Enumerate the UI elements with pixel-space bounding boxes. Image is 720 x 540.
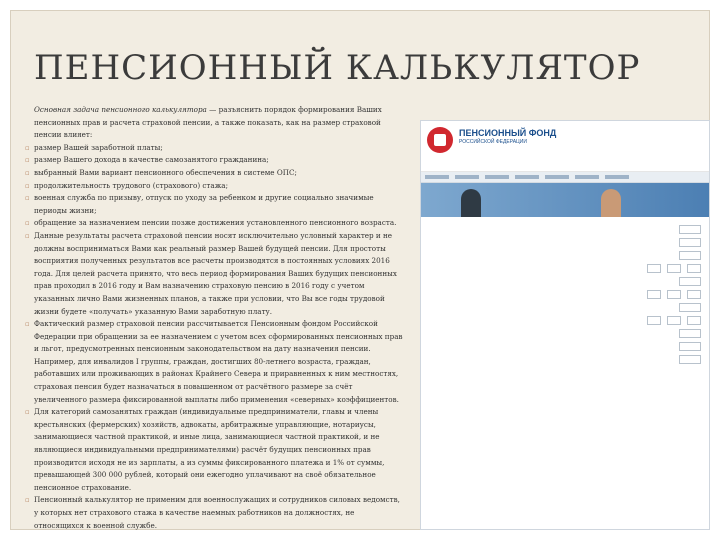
bullet-item: ▫ размер Вашего дохода в качестве самозанятого гражданина; (34, 154, 406, 167)
form-field[interactable] (687, 290, 701, 299)
form-field[interactable] (679, 277, 701, 286)
intro-lead: Основная задача пенсионного калькулятора (34, 105, 207, 114)
bullet-item: ▫ размер Вашей заработной платы; (34, 142, 406, 155)
form-field[interactable] (679, 355, 701, 364)
bullet-item: ▫ продолжительность трудового (страхового) стажа; (34, 180, 406, 193)
form-field[interactable] (679, 303, 701, 312)
form-field[interactable] (679, 329, 701, 338)
pfr-nav (421, 172, 709, 183)
form-field[interactable] (687, 316, 701, 325)
slide-title: ПЕНСИОННЫЙ КАЛЬКУЛЯТОР (34, 48, 641, 88)
form-field[interactable] (679, 251, 701, 260)
form-field[interactable] (667, 264, 681, 273)
pfr-title: ПЕНСИОННЫЙ ФОНД (459, 128, 557, 138)
form-field[interactable] (647, 290, 661, 299)
bullet-item: ▫ Для категорий самозанятых граждан (индивидуальные предприниматели, главы и члены крестьянских (фермерских) хозяйств, адвокаты, арбитражные управляющие, нотариусы, занимающиеся частной практикой, и иные лица, занимающиеся частной практикой, и не являющиеся индивидуальными предпринимателями) расчёт будущих пенсионных прав производится исходя не из зарплаты, а из суммы фиксированного платежа и 1% от суммы, превышающей 300 000 рублей, который они ежегодно уплачивают на своё обязательное пенсионное страхование. (34, 406, 406, 494)
form-field[interactable] (687, 264, 701, 273)
intro-paragraph (34, 104, 406, 142)
bullet-item: ▫ Фактический размер страховой пенсии рассчитывается Пенсионным фондом Российской Федерации при обращении за ее назначением с учетом всех сформированных пенсионных прав и льгот, предусмотренных пенсионным законодательством на дату назначения пенсии. Например, для инвалидов I группы, граждан, достигших 80-летнего возраста, граждан, работавших или проживающих в районах Крайнего Севера и приравненных к ним местностях, страховая пенсия будет назначаться в повышенном от расчётного размере за счёт увеличенного размера фиксированной выплаты либо применения «северных» коэффициентов. (34, 318, 406, 406)
bullet-item: ▫ Пенсионный калькулятор не применим для военнослужащих и сотрудников силовых ведомств, у которых нет страхового стажа в качестве наемных работников на должностях, не относящихся к военной службе. (34, 494, 406, 532)
form-field[interactable] (679, 225, 701, 234)
form-field[interactable] (647, 316, 661, 325)
form-field[interactable] (679, 342, 701, 351)
bullet-list (34, 142, 406, 532)
calculator-form (421, 217, 709, 372)
bullet-item: ▫ обращение за назначением пенсии позже достижения установленного пенсионного возраста. (34, 217, 406, 230)
bullet-item: ▫ военная служба по призыву, отпуск по уходу за ребенком и другие социально значимые периоды жизни; (34, 192, 406, 217)
calculator-screenshot (420, 120, 710, 530)
form-field[interactable] (667, 290, 681, 299)
form-field[interactable] (647, 264, 661, 273)
person-image (461, 189, 481, 217)
pfr-header (421, 121, 709, 172)
bullet-item: ▫ Данные результаты расчета страховой пенсии носят исключительно условный характер и не должны восприниматься Вами как реальный размер Вашей будущей пенсии. Для простоты восприятия полученных результатов все расчеты производятся в постоянных условиях 2016 года. Для целей расчета принято, что весь период формирования Ваших будущих пенсионных прав проходил в 2016 году и Вам назначению страховую пенсию в 2016 году с учетом указанных лично Вами жизненных планов, а также при условии, что Вы все годы трудовой жизни будете «получать» указанную Вами заработную плату. (34, 230, 406, 318)
pfr-logo-icon (427, 127, 453, 153)
form-field[interactable] (667, 316, 681, 325)
intro-rest: — разъяснить порядок формирования Ваших пенсионных прав и расчета страховой пенсии, а также показать, как на размер страховой пенсии влияет: (34, 105, 382, 140)
slide-body (34, 104, 406, 532)
pfr-banner (421, 183, 709, 217)
bullet-item: ▫ выбранный Вами вариант пенсионного обеспечения в системе ОПС; (34, 167, 406, 180)
person-image (601, 189, 621, 217)
pfr-subtitle: РОССИЙСКОЙ ФЕДЕРАЦИИ (459, 139, 527, 145)
form-field[interactable] (679, 238, 701, 247)
